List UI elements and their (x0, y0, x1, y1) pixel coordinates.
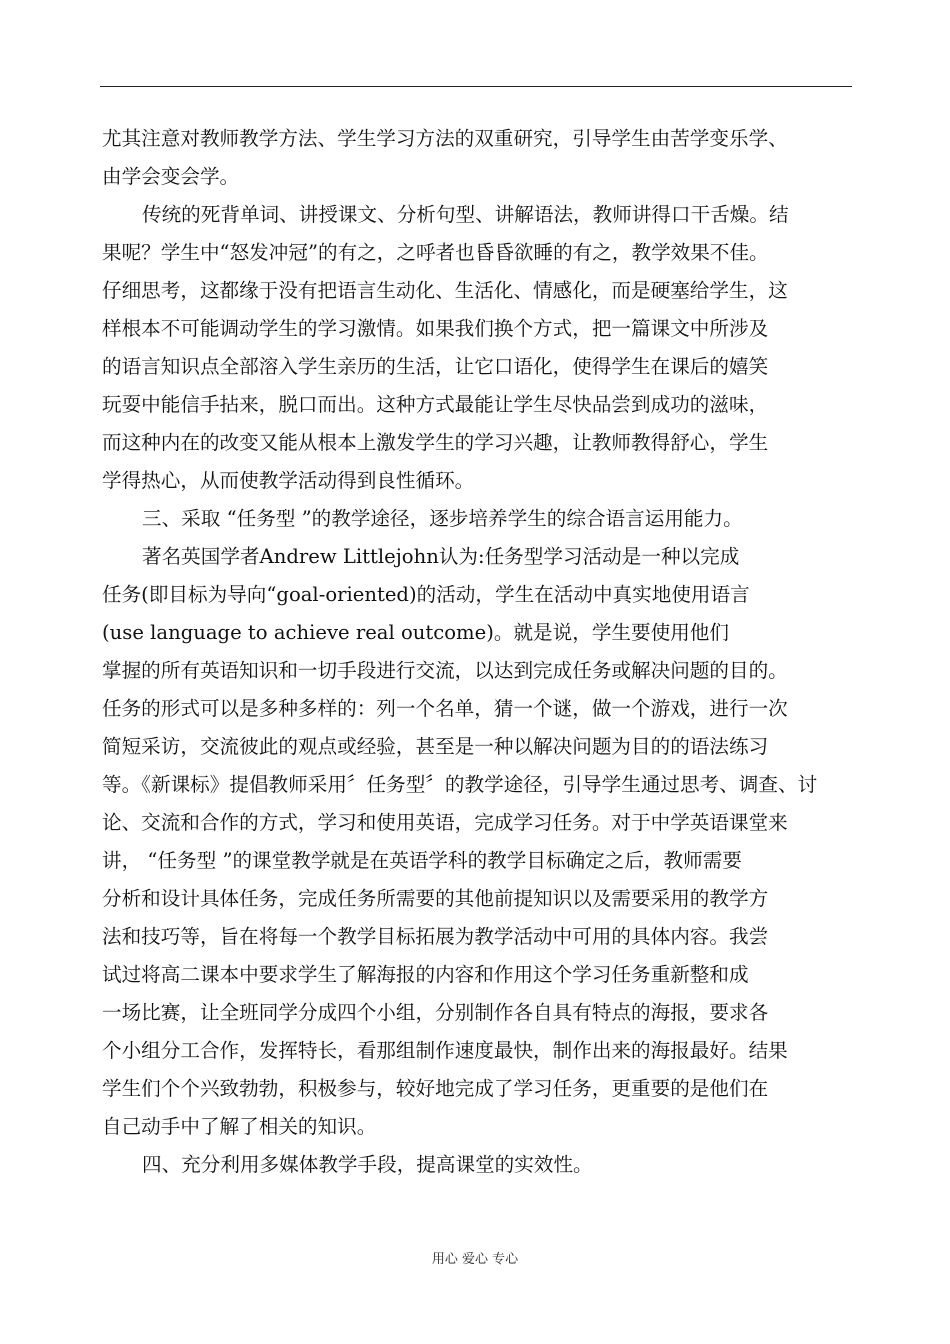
paragraph-start-line: 著名英国学者Andrew Littlejohn认为:任务型学习活动是一种以完成 (142, 545, 740, 568)
text-line: 学生们个个兴致勃勃，积极参与，较好地完成了学习任务，更重要的是他们在 (102, 1077, 769, 1100)
text-line: (use language to achieve real outcome)。就是说，学生要使用他们 (102, 621, 729, 644)
text-line: 自己动手中了解了相关的知识。 (102, 1115, 377, 1138)
text-line: 由学会变会学。 (102, 165, 240, 188)
section-heading-4: 四、充分利用多媒体教学手段，提高课堂的实效性。 (142, 1153, 593, 1176)
text-line: 论、交流和合作的方式，学习和使用英语，完成学习任务。对于中学英语课堂来 (102, 811, 788, 834)
text-line: 个小组分工合作，发挥特长，看那组制作速度最快，制作出来的海报最好。结果 (102, 1039, 788, 1062)
text-line: 试过将高二课本中要求学生了解海报的内容和作用这个学习任务重新整和成 (102, 963, 749, 986)
text-line: 任务(即目标为导向“goal-oriented)的活动，学生在活动中真实地使用语言 (102, 583, 750, 606)
text-line: 尤其注意对教师教学方法、学生学习方法的双重研究，引导学生由苦学变乐学、 (102, 127, 788, 150)
text-line: 样根本不可能调动学生的学习激情。如果我们换个方式，把一篇课文中所涉及 (102, 317, 769, 340)
text-line: 法和技巧等，旨在将每一个教学目标拓展为教学活动中可用的具体内容。我尝 (102, 925, 769, 948)
text-line: 等。《新课标》提倡教师采用〞任务型〞的教学途径，引导学生通过思考、调查、讨 (102, 773, 818, 796)
header-rule (100, 86, 852, 87)
text-line: 简短采访，交流彼此的观点或经验，甚至是一种以解决问题为目的的语法练习 (102, 735, 769, 758)
section-heading-3: 三、采取 “任务型 ”的教学途径，逐步培养学生的综合语言运用能力。 (142, 507, 743, 530)
text-line: 学得热心，从而使教学活动得到良性循环。 (102, 469, 475, 492)
paragraph-start-line: 传统的死背单词、讲授课文、分析句型、讲解语法，教师讲得口干舌燥。结 (142, 203, 789, 226)
text-line: 果呢？学生中“怒发冲冠”的有之，之呼者也昏昏欲睡的有之，教学效果不佳。 (102, 241, 769, 264)
text-line: 仔细思考，这都缘于没有把语言生动化、生活化、情感化，而是硬塞给学生，这 (102, 279, 788, 302)
text-line: 分析和设计具体任务，完成任务所需要的其他前提知识以及需要采用的教学方 (102, 887, 769, 910)
text-line: 而这种内在的改变又能从根本上激发学生的学习兴趣，让教师教得舒心，学生 (102, 431, 769, 454)
text-line: 的语言知识点全部溶入学生亲历的生活，让它口语化，使得学生在课后的嬉笑 (102, 355, 769, 378)
text-line: 讲， “任务型 ”的课堂教学就是在英语学科的教学目标确定之后，教师需要 (102, 849, 742, 872)
text-line: 一场比赛，让全班同学分成四个小组，分别制作各自具有特点的海报，要求各 (102, 1001, 769, 1024)
page-footer: 用心 爱心 专心 (431, 1252, 519, 1267)
text-line: 掌握的所有英语知识和一切手段进行交流，以达到完成任务或解决问题的目的。 (102, 659, 788, 682)
text-line: 任务的形式可以是多种多样的：列一个名单，猜一个谜，做一个游戏，进行一次 (102, 697, 788, 720)
text-line: 玩耍中能信手拈来，脱口而出。这种方式最能让学生尽快品尝到成功的滋味， (102, 393, 769, 416)
